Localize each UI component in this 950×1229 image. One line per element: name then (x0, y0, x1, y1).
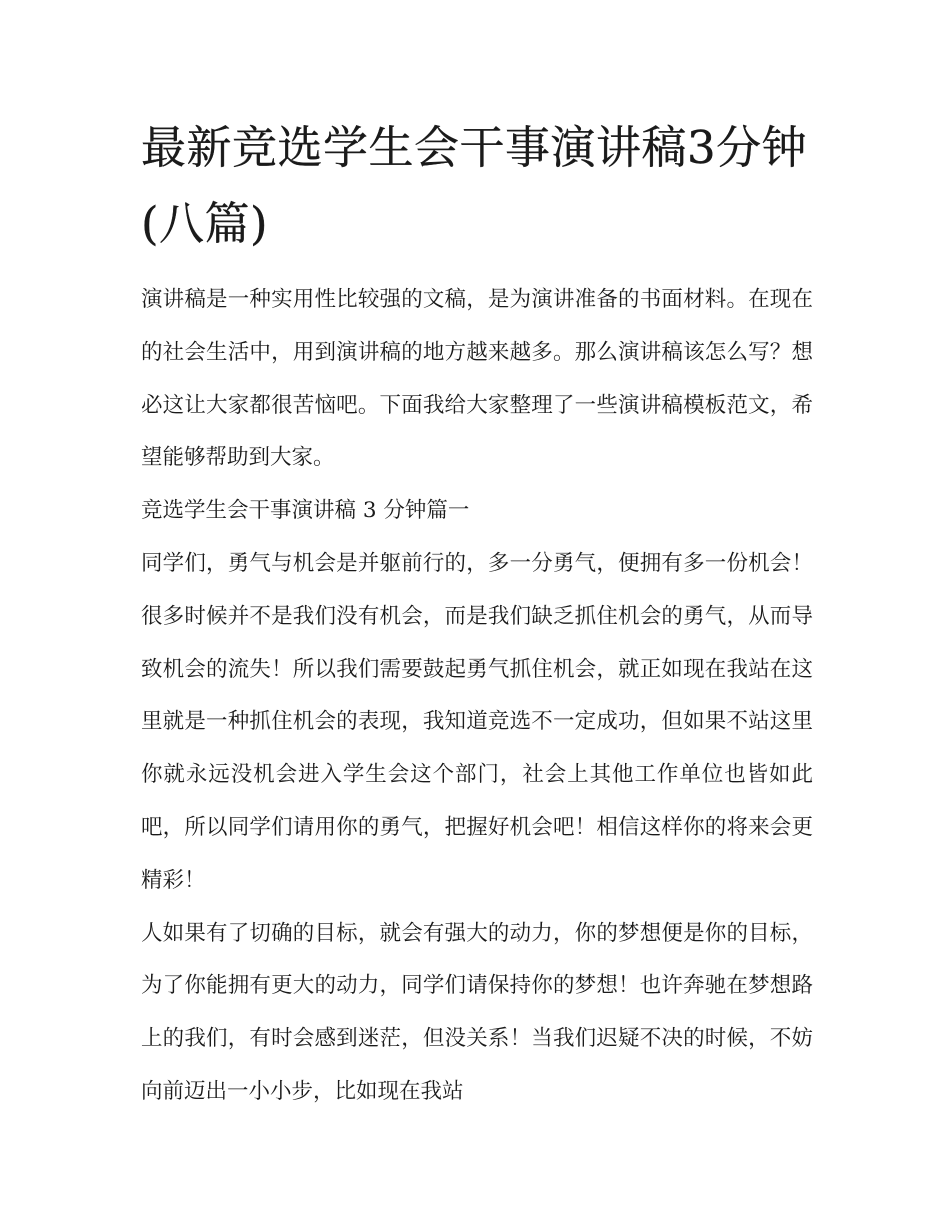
document-title: 最新竞选学生会干事演讲稿3分钟(八篇) (141, 121, 808, 250)
section-heading: 竞选学生会干事演讲稿 3 分钟篇一 (141, 498, 470, 524)
body-paragraph-1: 同学们，勇气与机会是并躯前行的，多一分勇气，便拥有多一份机会！很多时候并不是我们没有机会，而是我们缺乏抓住机会的勇气，从而导致机会的流失！所以我们需要鼓起勇气抓住机会，就正如现在我站在这里就是一种抓住机会的表现，我知道竞选不一定成功，但如果不站这里你就永远没机会进入学生会这个部门，社会上其他工作单位也皆如此吧，所以同学们请用你的勇气，把握好机会吧！相信这样你的将来会更精彩！ (141, 550, 813, 893)
document-content (141, 110, 813, 1119)
intro-paragraph: 演讲稿是一种实用性比较强的文稿，是为演讲准备的书面材料。在现在的社会生活中，用到演讲稿的地方越来越多。那么演讲稿该怎么写？想必这让大家都很苦恼吧。下面我给大家整理了一些演讲稿模板范文，希望能够帮助到大家。 (141, 287, 813, 471)
title-block (141, 110, 813, 262)
body-paragraph-2: 人如果有了切确的目标，就会有强大的动力，你的梦想便是你的目标，为了你能拥有更大的动力，同学们请保持你的梦想！也许奔驰在梦想路上的我们，有时会感到迷茫，但没关系！当我们迟疑不决的时候，不妨向前迈出一小小步，比如现在我站 (141, 920, 813, 1104)
